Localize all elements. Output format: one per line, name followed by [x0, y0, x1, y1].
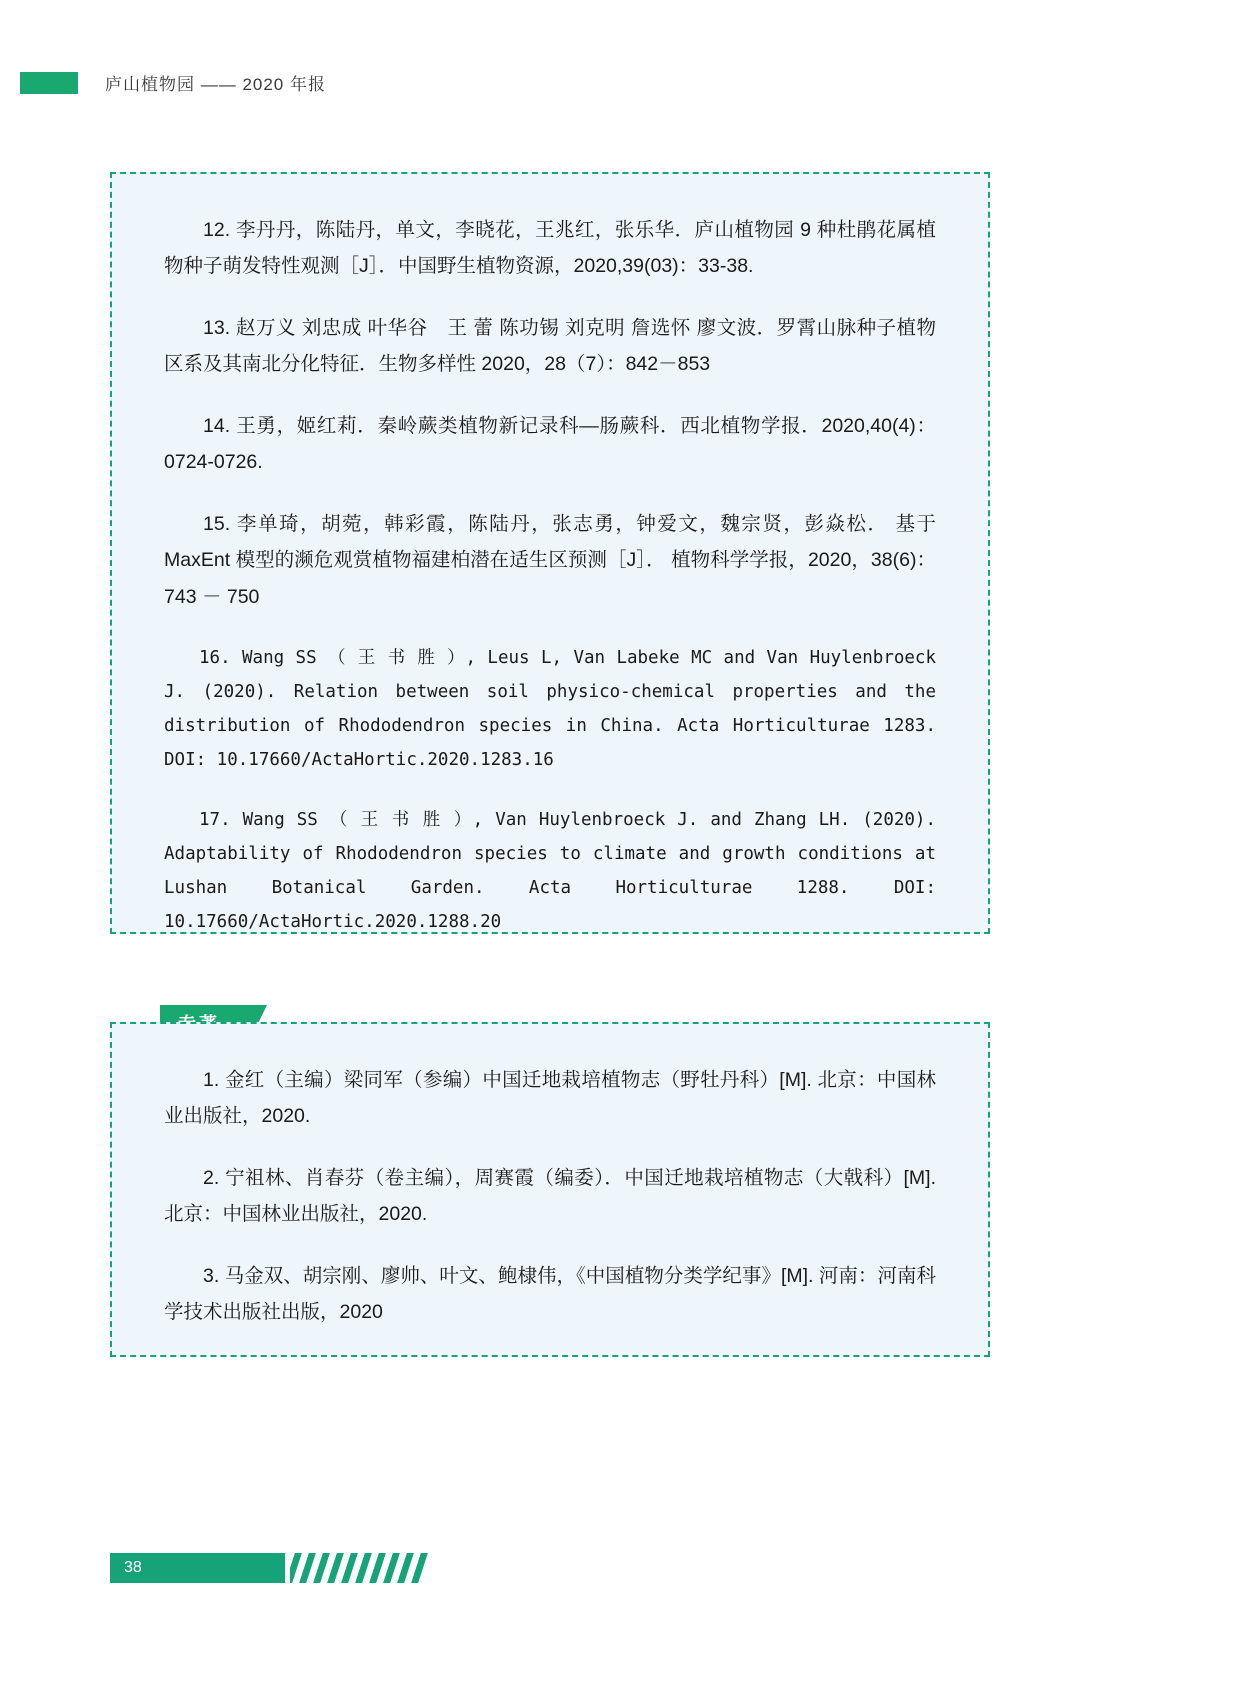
header-title: 庐山植物园 —— 2020 年报	[105, 75, 326, 94]
monographs-list	[112, 1024, 988, 1340]
reference-item: 16. Wang SS （ 王 书 胜 ）, Leus L, Van Labeke MC and Van Huylenbroeck J. (2020). Relation between soil physico-chemical properties and the distribution of Rhododendron species in China. Acta Horticulturae 1283. DOI: 10.17660/ActaHortic.2020.1283.16	[164, 647, 936, 770]
references-panel	[110, 172, 990, 934]
page-number: 38	[110, 1553, 285, 1583]
references-list	[112, 174, 988, 950]
page-footer	[110, 1553, 530, 1583]
reference-item: 17. Wang SS （ 王 书 胜 ）, Van Huylenbroeck J. and Zhang LH. (2020). Adaptability of Rhododendron species to climate and growth conditions at Lushan Botanical Garden. Acta Horticulturae 1288. DOI: 10.17660/ActaHortic.2020.1288.20	[164, 810, 936, 933]
reference-item: 14. 王勇，姬红莉．秦岭蕨类植物新记录科—肠蕨科．西北植物学报．2020,40(4)：0724-0726.	[164, 415, 936, 474]
reference-item: 15. 李单琦，胡菀，韩彩霞，陈陆丹，张志勇，钟爱文，魏宗贤，彭焱松． 基于 MaxEnt 模型的濒危观赏植物福建柏潜在适生区预测［J］． 植物科学学报，2020，38(6)：743 － 750	[164, 513, 936, 608]
page-header	[0, 62, 1240, 102]
footer-stripes-decoration	[290, 1553, 490, 1583]
reference-item: 13. 赵万义 刘忠成 叶华谷 王 蕾 陈功锡 刘克明 詹选怀 廖文波．罗霄山脉种子植物区系及其南北分化特征．生物多样性 2020，28（7）：842－853	[164, 317, 936, 376]
monograph-item: 2. 宁祖林、肖春芬（卷主编），周赛霞（编委）．中国迁地栽培植物志（大戟科）[M]. 北京：中国林业出版社，2020.	[164, 1167, 936, 1226]
reference-item: 12. 李丹丹，陈陆丹，单文，李晓花，王兆红，张乐华．庐山植物园 9 种杜鹃花属植物种子萌发特性观测［J］．中国野生植物资源，2020,39(03)：33-38.	[164, 219, 936, 278]
monograph-item: 1. 金红（主编）梁同军（参编）中国迁地栽培植物志（野牡丹科）[M]. 北京：中国林业出版社，2020.	[164, 1069, 936, 1128]
monograph-item: 3. 马金双、胡宗刚、廖帅、叶文、鲍棣伟，《中国植物分类学纪事》[M]. 河南：河南科学技术出版社出版，2020	[164, 1265, 936, 1324]
header-accent-bar	[20, 72, 78, 94]
monographs-panel	[110, 1022, 990, 1357]
